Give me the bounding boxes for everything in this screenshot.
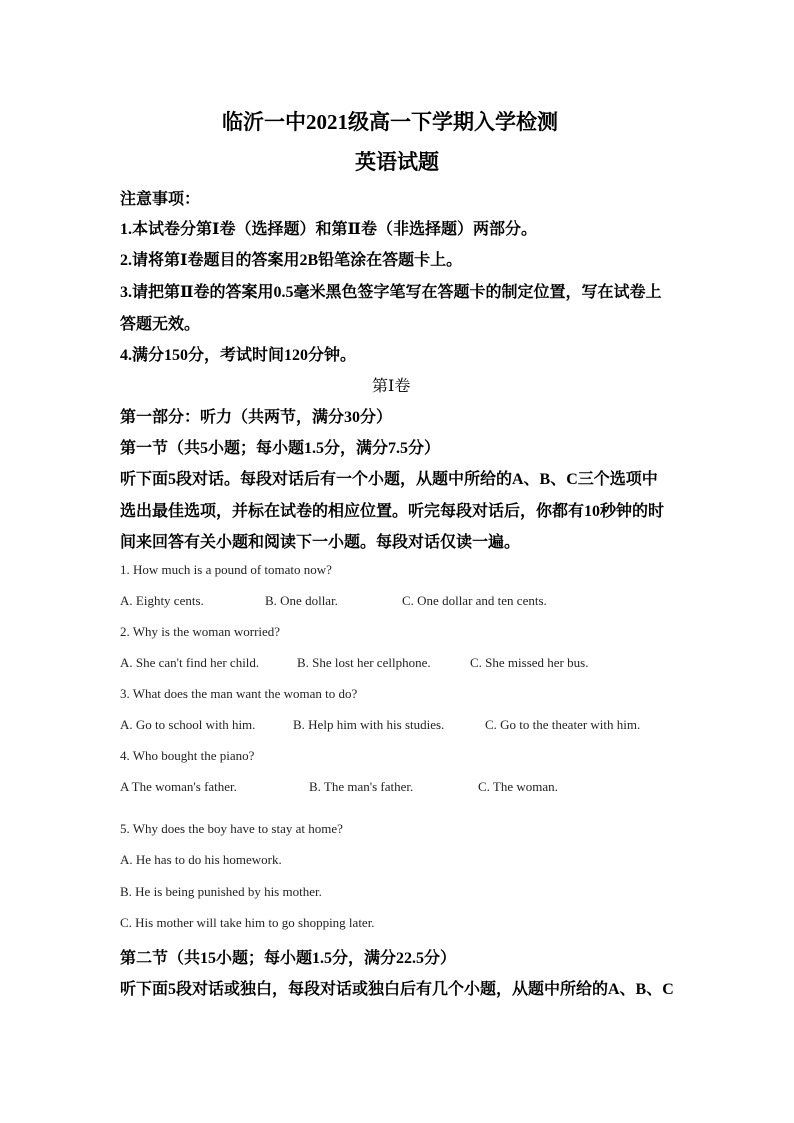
notes-heading: 注意事项： <box>120 191 201 208</box>
question-1: 1. How much is a pound of tomato now? <box>120 562 332 577</box>
note-item-1: 1.本试卷分第Ⅰ卷（选择题）和第Ⅱ卷（非选择题）两部分。 <box>120 221 537 238</box>
part1-heading: 第一部分：听力（共两节，满分30分） <box>120 409 393 426</box>
question-4-option-b: B. The man's father. <box>309 779 414 794</box>
question-5: 5. Why does the boy have to stay at home? <box>120 821 343 836</box>
question-3-option-b: B. Help him with his studies. <box>293 717 445 732</box>
section1-heading: 第一节（共5小题；每小题1.5分，满分7.5分） <box>120 440 441 457</box>
question-5-option-c: C. His mother will take him to go shopping later. <box>120 915 375 930</box>
section2-instruction-1: 听下面5段对话或独白，每段对话或独白后有几个小题，从题中所给的A、B、C <box>120 981 674 998</box>
question-2-option-b: B. She lost her cellphone. <box>297 655 431 670</box>
section2-heading: 第二节（共15小题；每小题1.5分，满分22.5分） <box>120 950 457 967</box>
question-1-option-c: C. One dollar and ten cents. <box>402 593 547 608</box>
question-1-option-a: A. Eighty cents. <box>120 593 204 608</box>
section1-instruction-2: 选出最佳选项，并标在试卷的相应位置。听完每段对话后，你都有10秒钟的时 <box>120 503 665 520</box>
question-3-option-a: A. Go to school with him. <box>120 717 256 732</box>
note-item-3-cont: 答题无效。 <box>120 316 201 333</box>
question-4-option-a: A The woman's father. <box>120 779 237 794</box>
note-item-2: 2.请将第Ⅰ卷题目的答案用2B铅笔涂在答题卡上。 <box>120 252 463 269</box>
volume-heading: 第Ⅰ卷 <box>372 378 411 395</box>
section1-instruction-3: 间来回答有关小题和阅读下一小题。每段对话仅读一遍。 <box>120 534 521 551</box>
exam-title: 临沂一中2021级高一下学期入学检测 <box>222 110 558 134</box>
question-5-option-b: B. He is being punished by his mother. <box>120 884 322 899</box>
question-2: 2. Why is the woman worried? <box>120 624 281 639</box>
question-4: 4. Who bought the piano? <box>120 748 255 763</box>
question-3-option-c: C. Go to the theater with him. <box>485 717 641 732</box>
question-5-option-a: A. He has to do his homework. <box>120 852 282 867</box>
question-2-option-a: A. She can't find her child. <box>120 655 260 670</box>
question-3: 3. What does the man want the woman to do? <box>120 686 358 701</box>
exam-subtitle: 英语试题 <box>355 150 439 174</box>
question-1-option-b: B. One dollar. <box>265 593 338 608</box>
note-item-4: 4.满分150分，考试时间120分钟。 <box>120 347 357 364</box>
question-2-option-c: C. She missed her bus. <box>470 655 589 670</box>
question-4-option-c: C. The woman. <box>478 779 558 794</box>
note-item-3: 3.请把第Ⅱ卷的答案用0.5毫米黑色签字笔写在答题卡的制定位置，写在试卷上 <box>120 284 662 301</box>
section1-instruction-1: 听下面5段对话。每段对话后有一个小题，从题中所给的A、B、C三个选项中 <box>120 471 658 488</box>
